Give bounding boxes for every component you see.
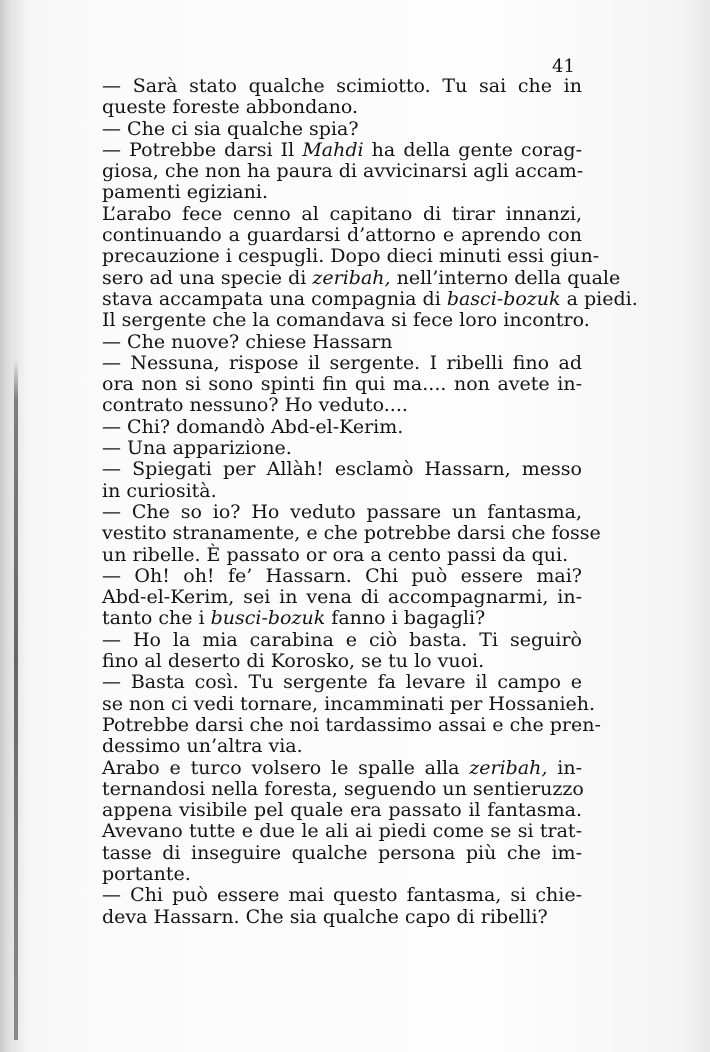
text-segment: — Che so io? Ho veduto passare un fantasma, bbox=[102, 500, 582, 523]
text-line bbox=[102, 672, 582, 693]
text-segment: Il sergente che la comandava si fece loro incontro. bbox=[102, 309, 590, 332]
text-segment: Arabo e turco volsero le spalle alla bbox=[102, 756, 470, 779]
text-segment: — Nessuna, rispose il sergente. I ribelli fino ad bbox=[102, 351, 582, 374]
text-segment: vestito stranamente, e che potrebbe darsi che fosse bbox=[102, 522, 601, 545]
text-segment: — Potrebbe darsi Il bbox=[102, 138, 303, 161]
text-line bbox=[102, 438, 582, 459]
text-segment: — Spiegati per Allàh! esclamò Hassarn, messo bbox=[102, 458, 582, 481]
text-line bbox=[102, 692, 596, 715]
italic-text: basci-bozuk bbox=[446, 287, 561, 310]
text-line bbox=[102, 374, 582, 395]
text-segment: appena visibile pel quale era passato il fantasma. bbox=[102, 799, 582, 822]
text-line bbox=[102, 225, 582, 246]
text-line bbox=[102, 353, 582, 374]
text-line bbox=[102, 566, 582, 587]
text-line bbox=[102, 459, 582, 480]
text-line bbox=[102, 76, 582, 97]
text-line bbox=[102, 481, 582, 502]
text-line bbox=[102, 885, 582, 906]
text-segment: a piedi. bbox=[560, 287, 638, 310]
text-segment: precauzione i cespugli. Dopo dieci minuti essi giun- bbox=[102, 245, 600, 268]
body-text bbox=[102, 75, 638, 928]
text-segment: — Che nuove? chiese Hassarn bbox=[102, 330, 393, 353]
text-segment: tanto che i bbox=[102, 607, 211, 630]
text-line bbox=[102, 204, 582, 225]
text-line bbox=[102, 161, 582, 182]
text-line bbox=[102, 864, 582, 885]
text-segment: sero ad una specie di bbox=[102, 266, 313, 289]
text-segment: dessimo un’altra via. bbox=[102, 735, 303, 758]
text-segment: in curiosità. bbox=[102, 479, 217, 502]
text-line bbox=[102, 502, 582, 523]
text-segment: tasse di inseguire qualche persona più che im- bbox=[102, 841, 582, 864]
text-segment: nell’interno della quale bbox=[390, 266, 621, 289]
text-line bbox=[102, 736, 582, 757]
italic-text: busci-bozuk bbox=[210, 607, 326, 630]
text-segment: un ribelle. È passato or ora a cento passi da qui. bbox=[102, 543, 569, 566]
text-segment: — Oh! oh! fe’ Hassarn. Chi può essere mai? bbox=[102, 564, 582, 587]
text-line bbox=[102, 522, 601, 545]
text-segment: — Ho la mia carabina e ciò basta. Ti seguirò bbox=[102, 628, 582, 651]
text-line bbox=[102, 800, 582, 821]
binding-shadow bbox=[0, 0, 26, 1052]
text-segment: stava accampata una compagnia di bbox=[102, 287, 447, 310]
text-segment: — Che ci sia qualche spia? bbox=[102, 117, 359, 140]
text-segment: deva Hassarn. Che sia qualche capo di ribelli? bbox=[102, 905, 548, 928]
text-segment: ternandosi nella foresta, seguendo un sentieruzzo bbox=[102, 777, 584, 800]
text-line bbox=[102, 713, 601, 736]
text-line bbox=[102, 266, 621, 289]
text-line bbox=[102, 651, 582, 672]
text-line bbox=[102, 287, 638, 310]
text-line bbox=[102, 779, 582, 800]
text-line bbox=[102, 417, 582, 438]
text-segment: Avevano tutte e due le ali ai piedi come se si trat- bbox=[102, 820, 582, 843]
text-segment: queste foreste abbondano. bbox=[102, 96, 358, 119]
text-line bbox=[102, 587, 582, 608]
binding-edge bbox=[14, 360, 18, 1040]
text-line bbox=[102, 758, 582, 779]
text-segment: ha della gente corag- bbox=[363, 138, 582, 161]
text-segment: L’arabo fece cenno al capitano di tirar innanzi, bbox=[102, 202, 582, 225]
text-segment: portante. bbox=[102, 862, 191, 885]
text-segment: fino al deserto di Korosko, se tu lo vuoi. bbox=[102, 650, 485, 673]
text-line bbox=[102, 97, 582, 118]
text-line bbox=[102, 140, 582, 161]
text-line bbox=[102, 332, 582, 353]
text-segment: — Una apparizione. bbox=[102, 437, 292, 460]
italic-text: zeribah, bbox=[312, 266, 391, 289]
text-segment: pamenti egiziani. bbox=[102, 181, 268, 204]
text-line bbox=[102, 119, 582, 140]
text-line bbox=[102, 630, 582, 651]
text-segment: — Chi? domandò Abd-el-Kerim. bbox=[102, 415, 404, 438]
text-line bbox=[102, 843, 582, 864]
text-segment: in- bbox=[547, 756, 582, 779]
italic-text: Mahdi bbox=[302, 138, 364, 161]
text-segment: fanno i bagagli? bbox=[325, 607, 486, 630]
text-line bbox=[102, 309, 590, 332]
text-segment: giosa, che non ha paura di avvicinarsi agli accam- bbox=[102, 160, 584, 183]
text-segment: — Sarà stato qualche scimiotto. Tu sai che in bbox=[102, 75, 582, 97]
text-segment: — Basta così. Tu sergente fa levare il campo e bbox=[102, 671, 582, 694]
text-line bbox=[102, 245, 600, 268]
text-line bbox=[102, 545, 582, 566]
text-segment: ora non si sono spinti fin qui ma.... non avete in- bbox=[102, 373, 582, 396]
text-line bbox=[102, 395, 582, 416]
text-segment: contrato nessuno? Ho veduto.... bbox=[102, 394, 408, 417]
text-segment: se non ci vedi tornare, incamminati per Hossanieh. bbox=[102, 692, 596, 715]
text-segment: Potrebbe darsi che noi tardassimo assai e che pren- bbox=[102, 713, 601, 736]
text-line bbox=[102, 608, 582, 629]
text-line bbox=[102, 907, 582, 928]
text-segment: Abd-el-Kerim, sei in vena di accompagnarmi, in- bbox=[102, 586, 582, 609]
text-segment: — Chi può essere mai questo fantasma, si chie- bbox=[102, 884, 582, 907]
text-line bbox=[102, 182, 582, 203]
page-number: 41 bbox=[552, 56, 575, 77]
italic-text: zeribah, bbox=[469, 756, 548, 779]
text-line bbox=[102, 821, 582, 842]
text-segment: continuando a guardarsi d’attorno e aprendo con bbox=[102, 224, 582, 247]
